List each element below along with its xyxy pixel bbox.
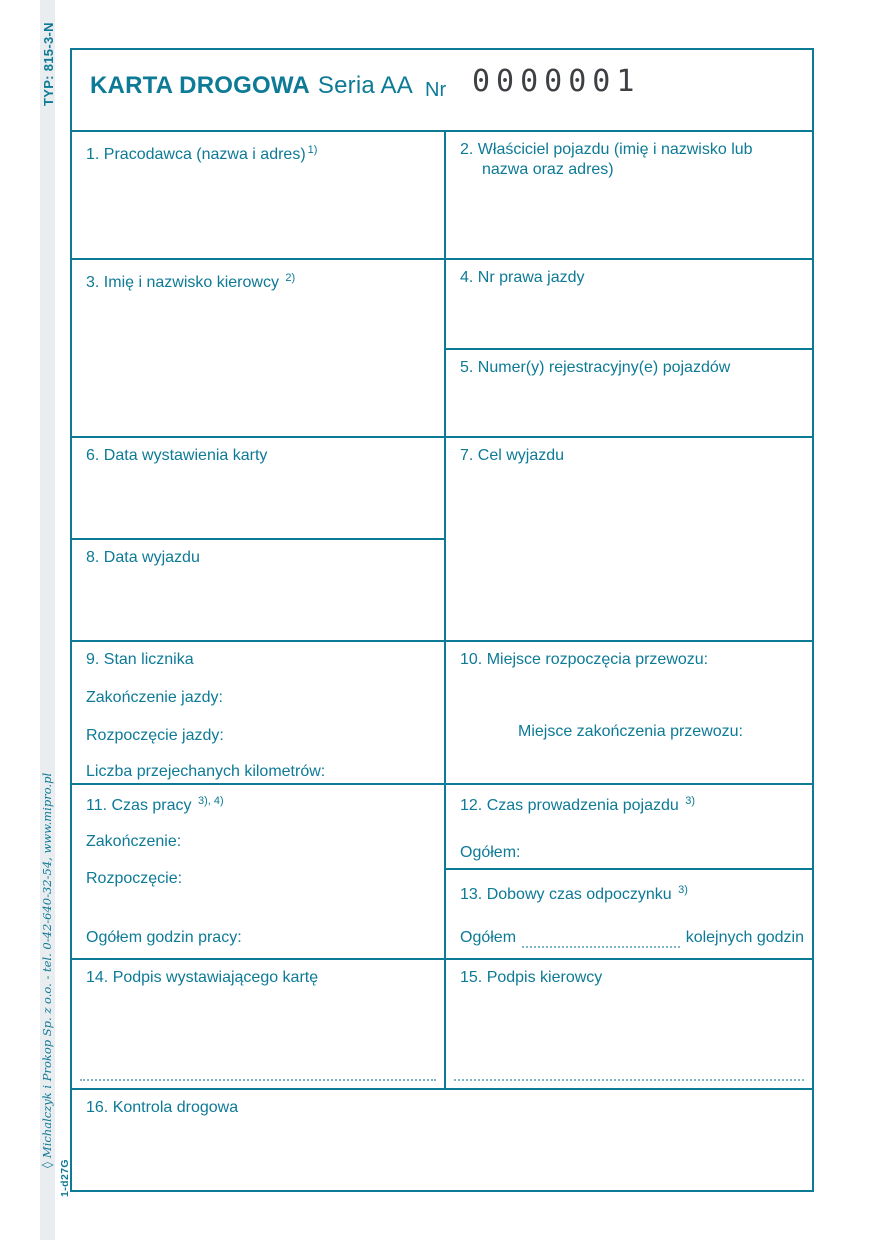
field-9-ride-end: Zakończenie jazdy: — [86, 689, 223, 706]
field-15-signature-line — [454, 1079, 804, 1081]
field-15-label: 15. Podpis kierowcy — [460, 969, 603, 986]
field-3-footnote: 2) — [285, 272, 296, 284]
field-1-employer — [72, 132, 444, 258]
field-12-footnote: 3) — [685, 795, 696, 807]
series-label: Seria AA — [317, 72, 413, 99]
field-4-label: 4. Nr prawa jazdy — [460, 269, 585, 286]
publisher-imprint — [40, 773, 54, 1168]
form-type-label: TYP: 815-3-N — [41, 22, 56, 106]
field-11-start: Rozpoczęcie: — [86, 870, 183, 887]
field-3-driver-name — [72, 260, 444, 436]
field-14-signature-line — [80, 1079, 436, 1081]
field-13-dotted-leader — [522, 934, 680, 948]
publisher-text: Michalczyk i Prokop Sp. z o.o. - tel. 0-42-640-32-54, www.mipro.pl — [40, 772, 54, 1159]
field-14-label: 14. Podpis wystawiającego kartę — [86, 969, 319, 986]
form-title — [90, 72, 413, 99]
field-10-transport-places — [446, 642, 812, 783]
field-12-total: Ogółem: — [460, 844, 521, 861]
field-7-label: 7. Cel wyjazdu — [460, 447, 565, 464]
field-6-label: 6. Data wystawienia karty — [86, 447, 268, 464]
form-title-text: KARTA DROGOWA — [90, 72, 310, 99]
field-9-label: 9. Stan licznika — [86, 651, 194, 668]
field-9-ride-start: Rozpoczęcie jazdy: — [86, 727, 224, 744]
field-11-work-time — [72, 785, 444, 958]
field-10-label: 10. Miejsce rozpoczęcia przewozu: — [460, 651, 709, 668]
field-13-footnote: 3) — [678, 884, 688, 896]
field-11-total-hours: Ogółem godzin pracy: — [86, 929, 242, 946]
form-header — [72, 50, 812, 130]
publisher-logo-icon: ◊ — [40, 1162, 54, 1168]
field-1-label: 1. Pracodawca (nazwa i adres) — [86, 146, 306, 163]
field-4-license-number — [446, 260, 812, 348]
field-12-label: 12. Czas prowadzenia pojazdu $^{3)}$ — [460, 795, 696, 814]
field-13-label: 13. Dobowy czas odpoczynku $^{3)}$ — [460, 884, 688, 903]
field-13-total-row — [460, 928, 804, 948]
field-7-trip-purpose — [446, 438, 812, 640]
field-8-label: 8. Data wyjazdu — [86, 549, 200, 566]
field-10-end-place: Miejsce zakończenia przewozu: — [518, 723, 743, 740]
field-11-label: 11. Czas pracy $^{3), 4)}$ — [86, 795, 224, 814]
field-2-vehicle-owner — [446, 132, 812, 258]
road-card-form — [70, 48, 814, 1192]
field-13-total-suffix: kolejnych godzin — [685, 929, 804, 946]
field-6-issue-date — [72, 438, 444, 538]
field-11-footnote: 3), 4) — [197, 795, 224, 807]
field-11-end: Zakończenie: — [86, 833, 182, 850]
field-2-label: 2. Właściciel pojazdu (imię i nazwisko lub nazwa oraz adres) — [460, 141, 753, 178]
field-1-footnote: 1) — [307, 144, 318, 156]
field-5-label: 5. Numer(y) rejestracyjny(e) pojazdów — [460, 359, 731, 376]
field-12-driving-time — [446, 785, 812, 868]
form-code-label: 1-d27G — [59, 1159, 71, 1197]
field-9-odometer — [72, 642, 444, 783]
serial-number: 0000001 — [472, 64, 641, 99]
field-9-km-driven: Liczba przejechanych kilometrów: — [86, 763, 326, 780]
field-3-label: 3. Imię i nazwisko kierowcy — [86, 274, 279, 291]
field-13-total-label: Ogółem — [460, 929, 517, 946]
number-label: Nr — [425, 79, 447, 101]
field-16-road-control — [72, 1090, 812, 1190]
field-8-departure-date — [72, 540, 444, 640]
field-15-driver-signature — [446, 960, 812, 1088]
field-14-issuer-signature — [72, 960, 444, 1088]
field-5-registration-numbers — [446, 350, 812, 436]
field-16-label: 16. Kontrola drogowa — [86, 1099, 239, 1116]
field-13-daily-rest — [446, 870, 812, 958]
